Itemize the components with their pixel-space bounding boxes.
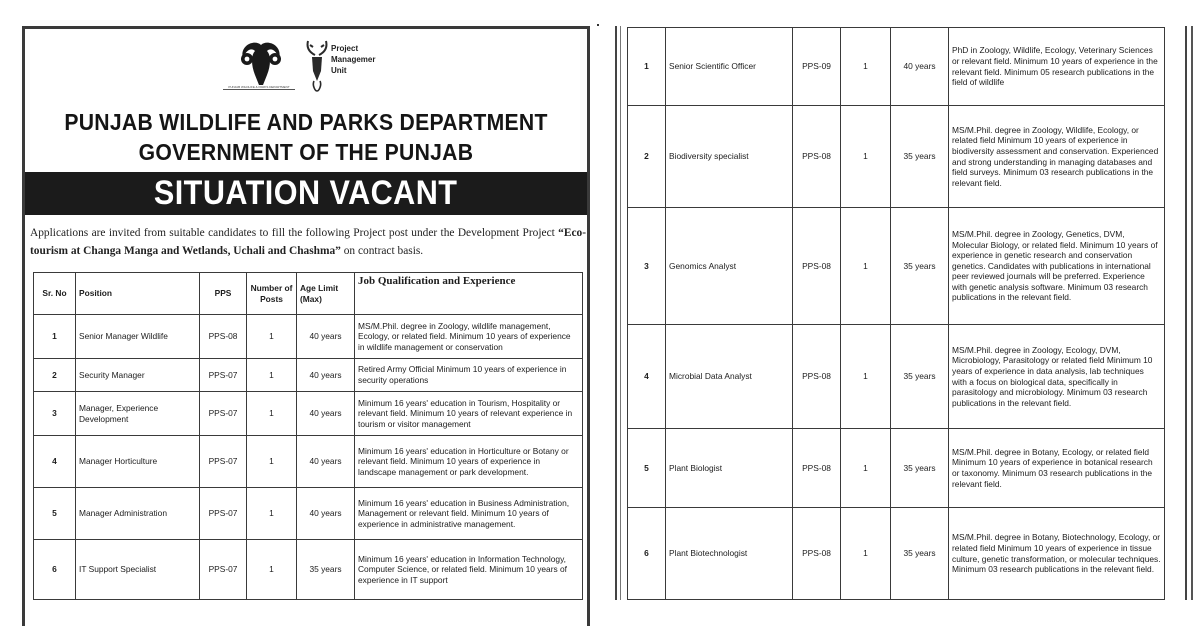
header-age-limit: Age Limit (Max) <box>297 273 355 315</box>
pmu-logo-text <box>331 43 375 76</box>
department-title: PUNJAB WILDLIFE AND PARKS DEPARTMENT <box>64 109 548 135</box>
right-panel-border-left-inner <box>620 26 621 600</box>
cell-sr: 6 <box>34 540 76 600</box>
table-row <box>628 325 1165 429</box>
table-row <box>34 436 583 488</box>
header-sr-no: Sr. No <box>34 273 76 315</box>
cell-qualification: MS/M.Phil. degree in Botany, Biotechnology, Ecology, or related field Minimum 10 years of experience in tissue culture, genetic transformation, or molecular techniques. Minimum 03 research publications in the relevant field. <box>949 508 1165 600</box>
header-qualification: Job Qualification and Experience <box>355 273 583 315</box>
ram-logo-caption: PUNJAB WILDLIFE & PARKS DEPARTMENT <box>223 85 295 90</box>
positions-table <box>33 272 583 600</box>
logo-group <box>223 35 403 101</box>
cell-position: Plant Biologist <box>666 429 793 508</box>
cell-pps: PPS-08 <box>793 325 841 429</box>
header-position: Position <box>76 273 200 315</box>
pmu-line-3: Unit <box>331 66 347 75</box>
cell-posts: 1 <box>247 359 297 392</box>
cell-age: 40 years <box>297 315 355 359</box>
cell-sr: 4 <box>628 325 666 429</box>
cell-pps: PPS-07 <box>200 488 247 540</box>
cell-position: Biodiversity specialist <box>666 106 793 208</box>
cell-age: 40 years <box>891 28 949 106</box>
cell-position: Genomics Analyst <box>666 208 793 325</box>
cell-posts: 1 <box>247 540 297 600</box>
cell-age: 40 years <box>297 488 355 540</box>
cell-qualification: Minimum 16 years' education in Information Technology, Computer Science, or related field. Minimum 10 years of experience in IT support <box>355 540 583 600</box>
cell-sr: 4 <box>34 436 76 488</box>
header-number-of-posts: Number of Posts <box>247 273 297 315</box>
cell-position: Senior Manager Wildlife <box>76 315 200 359</box>
cell-age: 40 years <box>297 392 355 436</box>
cell-posts: 1 <box>841 325 891 429</box>
situation-vacant-banner <box>25 172 587 215</box>
pmu-line-2: Managemer <box>331 55 376 64</box>
cell-posts: 1 <box>841 28 891 106</box>
cell-age: 40 years <box>297 359 355 392</box>
cell-position: Plant Biotechnologist <box>666 508 793 600</box>
cell-pps: PPS-08 <box>793 208 841 325</box>
cell-age: 35 years <box>891 508 949 600</box>
cell-qualification: PhD in Zoology, Wildlife, Ecology, Veterinary Sciences or relevant field. Minimum 10 years of experience in the relevant field. Minimum 05 research publications in the field of wildlife <box>949 28 1165 106</box>
right-panel-border-right <box>1185 26 1187 600</box>
intro-text-end: on contract basis. <box>340 245 424 257</box>
cell-age: 35 years <box>891 208 949 325</box>
table-row <box>34 488 583 540</box>
table-row <box>628 508 1165 600</box>
cell-posts: 1 <box>247 392 297 436</box>
cell-pps: PPS-07 <box>200 359 247 392</box>
cell-pps: PPS-09 <box>793 28 841 106</box>
table-row <box>628 106 1165 208</box>
cell-qualification: Minimum 16 years' education in Tourism, Hospitality or relevant field. Minimum 10 years of relevant experience in tourism or visitor management <box>355 392 583 436</box>
cell-position: Manager Administration <box>76 488 200 540</box>
cell-position: Manager Horticulture <box>76 436 200 488</box>
cell-qualification: MS/M.Phil. degree in Zoology, Genetics, DVM, Molecular Biology, or related field. Minimum 10 years of experience in genetic research and conservation genetics. Candidates with publications in international peer reviewed journals will be preferred. Experience with genetic analysis software. Minimum 03 research publications in the relevant field. <box>949 208 1165 325</box>
cell-pps: PPS-08 <box>793 508 841 600</box>
table-row <box>34 359 583 392</box>
cell-pps: PPS-08 <box>793 106 841 208</box>
cell-qualification: MS/M.Phil. degree in Zoology, wildlife management, Ecology, or related field. Minimum 10 years of experience in wildlife management or conservation <box>355 315 583 359</box>
cell-posts: 1 <box>841 106 891 208</box>
cell-age: 35 years <box>891 106 949 208</box>
cell-pps: PPS-07 <box>200 540 247 600</box>
deer-logo-icon <box>305 37 329 93</box>
table-row <box>628 28 1165 106</box>
pmu-line-1: Project <box>331 44 359 53</box>
cell-sr: 1 <box>628 28 666 106</box>
cell-position: IT Support Specialist <box>76 540 200 600</box>
cell-age: 35 years <box>297 540 355 600</box>
cell-position: Security Manager <box>76 359 200 392</box>
scan-artifact-dot <box>597 24 599 26</box>
cell-age: 35 years <box>891 325 949 429</box>
government-title: GOVERNMENT OF THE PUNJAB <box>138 139 474 165</box>
cell-sr: 3 <box>34 392 76 436</box>
right-panel-border-left <box>615 26 617 600</box>
table-row <box>34 540 583 600</box>
cell-qualification: MS/M.Phil. degree in Zoology, Ecology, DVM, Microbiology, Parasitology or related field Minimum 10 years of experience in data analysis, lab techniques with a focus on biological data, specifically in parasitology and microbiology. Minimum 03 research publications in the relevant field. <box>949 325 1165 429</box>
cell-sr: 6 <box>628 508 666 600</box>
cell-sr: 5 <box>628 429 666 508</box>
advertisement-left-panel <box>22 26 590 626</box>
cell-sr: 3 <box>628 208 666 325</box>
header-pps: PPS <box>200 273 247 315</box>
positions-table-continued <box>627 27 1165 600</box>
cell-qualification: Minimum 16 years' education in Business Administration, Management or relevant field. Minimum 10 years of experience in administrative management. <box>355 488 583 540</box>
cell-sr: 2 <box>34 359 76 392</box>
project-name: “Eco-tourism at Changa Manga and Wetlands, Uchali and Chashma” <box>30 227 586 257</box>
cell-sr: 2 <box>628 106 666 208</box>
table-header-row <box>34 273 583 315</box>
cell-position: Microbial Data Analyst <box>666 325 793 429</box>
cell-posts: 1 <box>247 315 297 359</box>
right-panel-border-right-outer <box>1191 26 1193 600</box>
cell-sr: 5 <box>34 488 76 540</box>
cell-age: 40 years <box>297 436 355 488</box>
cell-position: Manager, Experience Development <box>76 392 200 436</box>
cell-posts: 1 <box>247 488 297 540</box>
cell-posts: 1 <box>841 508 891 600</box>
table-row <box>34 315 583 359</box>
table-row <box>628 429 1165 508</box>
cell-qualification: MS/M.Phil. degree in Botany, Ecology, or related field Minimum 10 years of experience in botanical research or taxonomy. Minimum 03 research publications in the relevant field. <box>949 429 1165 508</box>
cell-pps: PPS-08 <box>793 429 841 508</box>
cell-qualification: Minimum 16 years' education in Horticulture or Botany or relevant field. Minimum 10 years of experience in landscape management or park development. <box>355 436 583 488</box>
cell-posts: 1 <box>841 208 891 325</box>
cell-pps: PPS-07 <box>200 436 247 488</box>
cell-qualification: Retired Army Official Minimum 10 years of experience in security operations <box>355 359 583 392</box>
cell-sr: 1 <box>34 315 76 359</box>
banner-text: SITUATION VACANT <box>154 174 458 212</box>
cell-pps: PPS-07 <box>200 392 247 436</box>
intro-text: Applications are invited from suitable candidates to fill the following Project post under the Development Project <box>30 227 559 239</box>
cell-pps: PPS-08 <box>200 315 247 359</box>
table-row <box>34 392 583 436</box>
cell-posts: 1 <box>841 429 891 508</box>
cell-posts: 1 <box>247 436 297 488</box>
table-row <box>628 208 1165 325</box>
cell-position: Senior Scientific Officer <box>666 28 793 106</box>
cell-qualification: MS/M.Phil. degree in Zoology, Wildlife, Ecology, or related field Minimum 10 years of experience in biodiversity assessment and conservation. Experienced and strong understanding in managing databases and field surveys. Minimum 03 research publications in the relevant field. <box>949 106 1165 208</box>
intro-paragraph <box>30 224 586 260</box>
cell-age: 35 years <box>891 429 949 508</box>
